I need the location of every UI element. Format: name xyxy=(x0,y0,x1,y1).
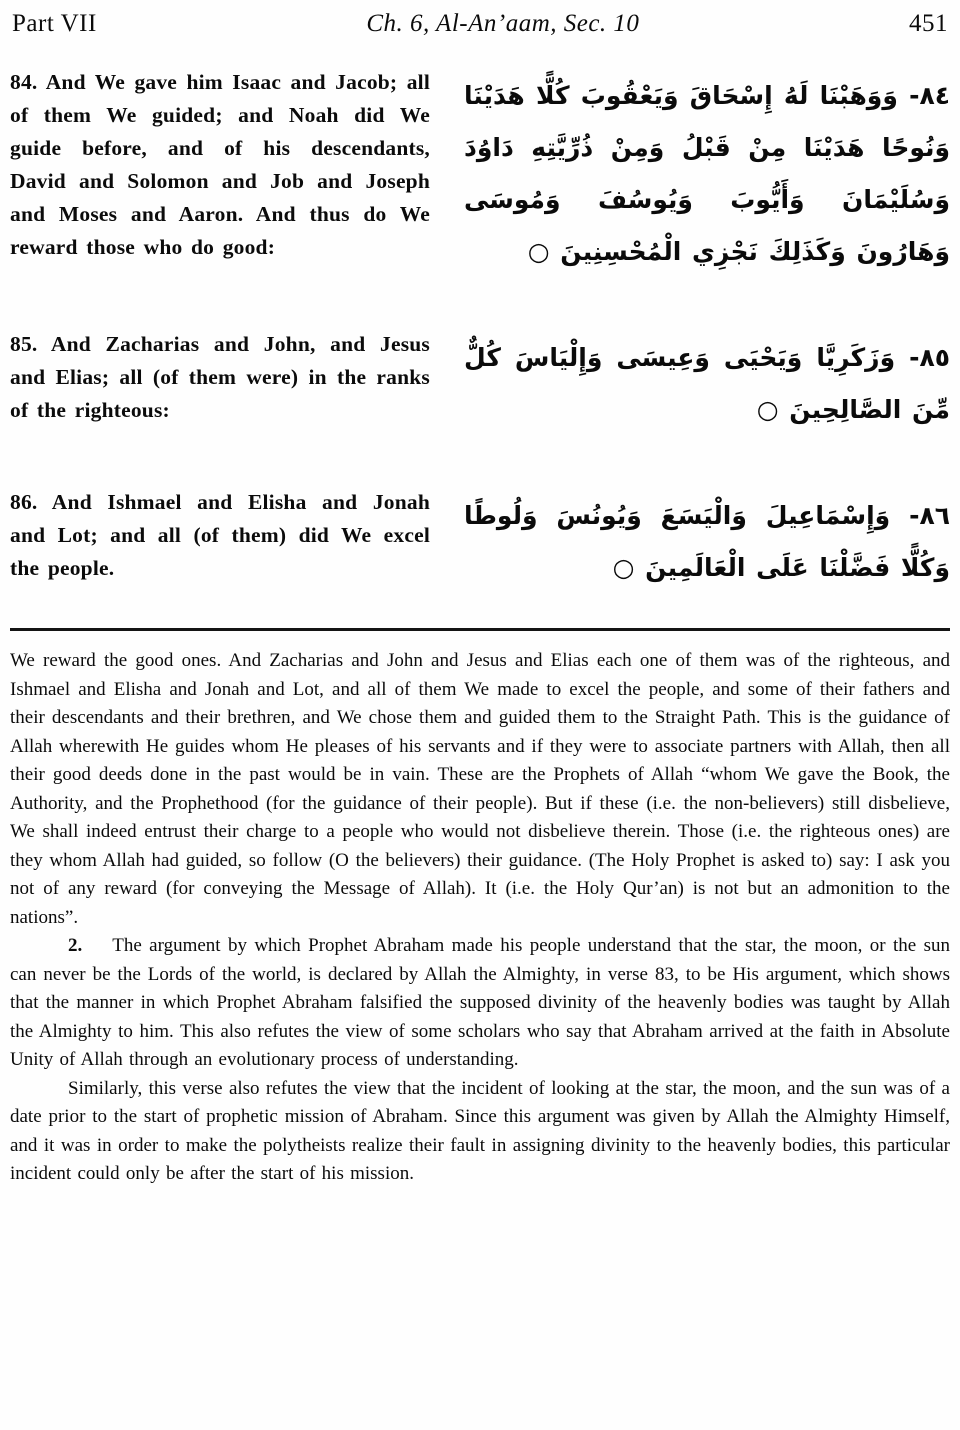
commentary-paragraph-2 xyxy=(10,932,950,1075)
verse-86-arabic-text: ٨٦- وَإِسْمَاعِيلَ وَالْيَسَعَ وَيُونُسَ وَلُوطًا وَكُلًّا فَضَّلْنَا عَلَى الْعَالَمِينَ ○ xyxy=(464,501,950,582)
verse-85-english-text: 85. And Zacharias and John, and Jesus and Elias; all (of them were) in the ranks of the righteous: xyxy=(10,332,430,422)
commentary-paragraph-3 xyxy=(10,1075,950,1189)
commentary-paragraph-1 xyxy=(10,647,950,932)
verse-84-english-text: 84. And We gave him Isaac and Jacob; all of them We guided; and Noah did We guide before, and of his descendants, David and Solomon and Job and Joseph and Moses and Aaron. And thus do We reward those who do good: xyxy=(10,70,430,259)
header-page-number: 451 xyxy=(908,10,948,37)
commentary-paragraph-2-number: 2. xyxy=(68,935,83,956)
verse-86-english-text: 86. And Ishmael and Elisha and Jonah and Lot; and all (of them) did We excel the people. xyxy=(10,490,430,580)
section-divider xyxy=(10,628,950,631)
commentary-paragraph-3-text: Similarly, this verse also refutes the view that the incident of looking at the star, the moon, and the sun was of a date prior to the start of prophetic mission of Abraham. Since this argument was given by Allah the Almighty Himself, and it was in order to make the polytheists realize their fault in assigning divinity to the heavenly bodies, this particular incident could only be after the start of his mission. xyxy=(10,1077,950,1184)
verse-row-86 xyxy=(10,486,950,594)
commentary-paragraph-2-text: The argument by which Prophet Abraham made his people understand that the star, the moon, or the sun can never be the Lords of the world, is declared by Allah the Almighty, in verse 83, to be His argument, which shows that the manner in which Prophet Abraham falsified the supposed divinity of the heavenly bodies was taught by Allah the Almighty to him. This also refutes the view of some scholars who say that Abraham arrived at the faith in Absolute Unity of Allah through an evolutionary process of understanding. xyxy=(10,935,950,1070)
verse-85-arabic-text: ٨٥- وَزَكَرِيَّا وَيَحْيَى وَعِيسَى وَإِلْيَاسَ كُلٌّ مِّنَ الصَّالِحِينَ ○ xyxy=(464,343,950,424)
commentary-paragraph-1-text: We reward the good ones. And Zacharias and John and Jesus and Elias each one of them was of the righteous, and Ishmael and Elisha and Jonah and Lot, and all of them We made to excel the people, and some of their fathers and their descendants and their brethren, and We chose them and guided them to the Straight Path. This is the guidance of Allah wherewith He guides whom He pleases of his servants and if they were to associate partners with Allah, then all their good deeds done in the past would be in vain. These are the Prophets of Allah “whom We gave the Book, the Authority, and the Prophethood (for the guidance of their people). But if these (i.e. the non-believers) still disbelieve, We shall indeed entrust their charge to a people who would not disbelieve therein. Those (i.e. the righteous ones) are they whom Allah had guided, so follow (O the believers) their guidance. (The Holy Prophet is asked to) say: I ask you not of any reward (for conveying the Message of Allah). It (i.e. the Holy Qur’an) is not but an admonition to the nations”. xyxy=(10,650,950,928)
header-part-label: Part VII xyxy=(12,10,97,37)
page-header xyxy=(10,8,950,44)
verse-row-85 xyxy=(10,328,950,436)
verse-84-arabic-text: ٨٤- وَوَهَبْنَا لَهُ إِسْحَاقَ وَيَعْقُوبَ كُلًّا هَدَيْنَا وَنُوحًا هَدَيْنَا مِنْ قَبْلُ وَمِنْ ذُرِّيَّتِهِ دَاوُدَ وَسُلَيْمَانَ وَأَيُّوبَ وَيُوسُفَ وَمُوسَى وَهَارُونَ وَكَذَلِكَ نَجْزِي الْمُحْسِنِينَ ○ xyxy=(464,81,950,266)
verses-section xyxy=(10,44,950,594)
commentary-section xyxy=(10,647,950,1189)
header-chapter-title: Ch. 6, Al-An’aam, Sec. 10 xyxy=(366,10,640,37)
verse-row-84 xyxy=(10,66,950,278)
